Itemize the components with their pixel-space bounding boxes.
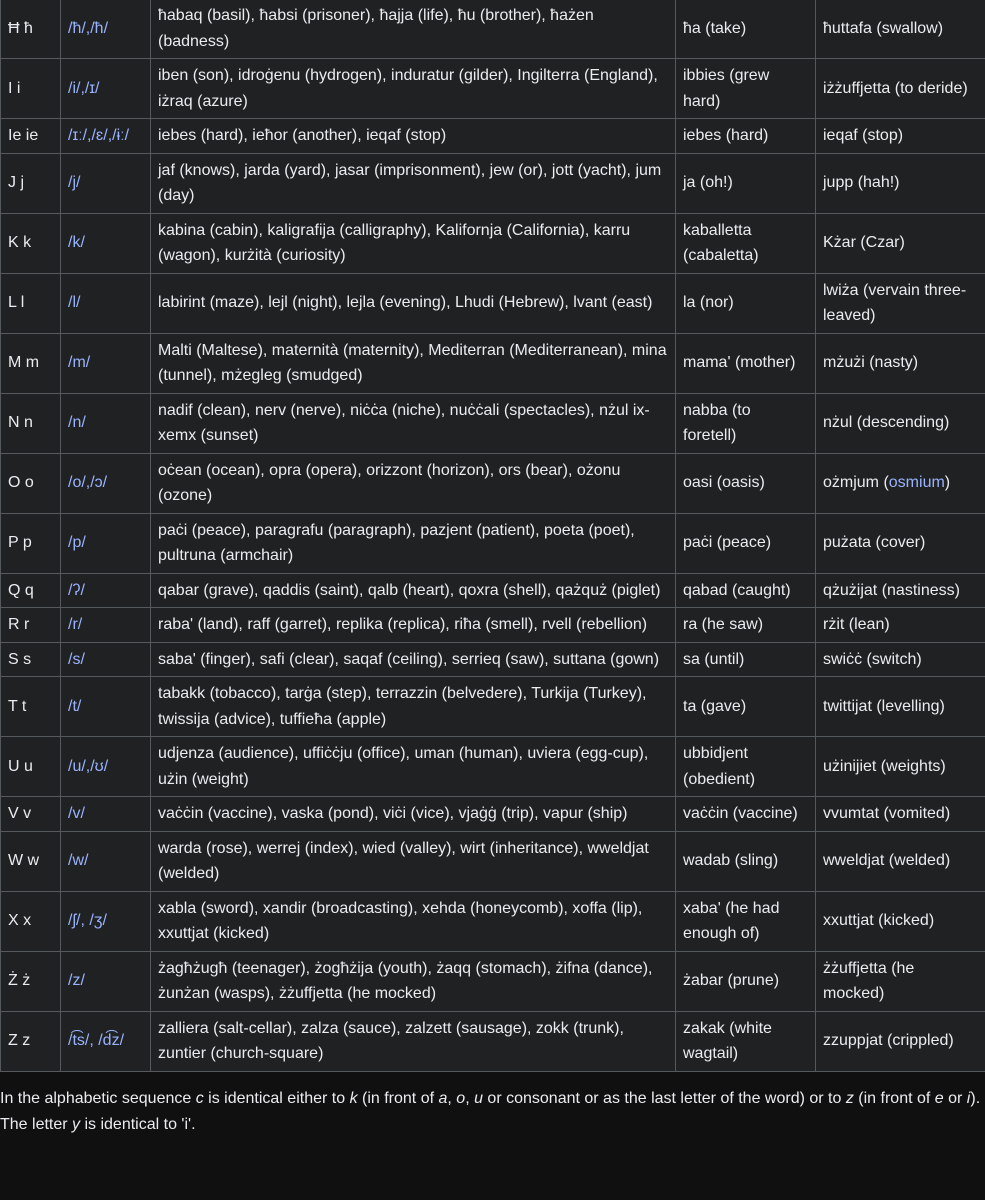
letter-cell: T t (1, 677, 61, 737)
final-example-cell: xxuttjat (kicked) (816, 891, 985, 951)
note-letter-u: u (474, 1089, 483, 1107)
letter-cell: Z z (1, 1011, 61, 1071)
table-row (1, 59, 985, 119)
ipa-link[interactable]: /ħ/,/ħ/ (68, 19, 109, 37)
ipa-link[interactable]: /t/ (68, 697, 82, 715)
ipa-link[interactable]: /z/ (68, 972, 85, 990)
final-example-cell: ħuttafa (swallow) (816, 0, 985, 59)
table-row (1, 608, 985, 643)
ipa-cell[interactable] (61, 677, 151, 737)
table-row (1, 951, 985, 1011)
ipa-cell[interactable] (61, 119, 151, 154)
note-letter-y: y (72, 1115, 81, 1133)
initial-example-cell: paċi (peace) (676, 513, 816, 573)
ipa-link[interactable]: /j/ (68, 174, 81, 192)
ipa-cell[interactable] (61, 513, 151, 573)
note-text: or (943, 1089, 967, 1107)
final-example-cell: vvumtat (vomited) (816, 797, 985, 832)
initial-example-cell: kaballetta (cabaletta) (676, 213, 816, 273)
ipa-cell[interactable] (61, 59, 151, 119)
ipa-cell[interactable] (61, 0, 151, 59)
table-row (1, 393, 985, 453)
final-example-cell: lwiża (vervain three-leaved) (816, 273, 985, 333)
ipa-cell[interactable] (61, 797, 151, 832)
ipa-link[interactable]: /ɪː/,/ɛ/,/ɨː/ (68, 127, 130, 144)
table-row (1, 119, 985, 154)
initial-example-cell: ta (gave) (676, 677, 816, 737)
ipa-cell[interactable] (61, 333, 151, 393)
note-letter-a: a (438, 1089, 448, 1107)
note-text: or consonant or as the last letter of the word) or to (482, 1089, 846, 1107)
initial-example-cell: la (nor) (676, 273, 816, 333)
initial-example-cell: vaċċin (vaccine) (676, 797, 816, 832)
letter-cell: Ie ie (1, 119, 61, 154)
ipa-link[interactable]: /l/ (68, 294, 81, 312)
initial-example-cell: żabar (prune) (676, 951, 816, 1011)
initial-example-cell: ubbidjent (obedient) (676, 737, 816, 797)
initial-example-cell: mama' (mother) (676, 333, 816, 393)
final-example-cell (816, 453, 985, 513)
table-row (1, 213, 985, 273)
ipa-cell[interactable] (61, 891, 151, 951)
alphabet-note (0, 1072, 985, 1138)
note-text: (in front of (853, 1089, 935, 1107)
initial-example-cell: wadab (sling) (676, 831, 816, 891)
ipa-cell[interactable] (61, 951, 151, 1011)
final-example-cell: ieqaf (stop) (816, 119, 985, 154)
alphabet-table-body (1, 0, 985, 1071)
table-row (1, 153, 985, 213)
examples-cell: paċi (peace), paragrafu (paragraph), pazjent (patient), poeta (poet), pultruna (armchair) (151, 513, 676, 573)
initial-example-cell: nabba (to foretell) (676, 393, 816, 453)
letter-cell: U u (1, 737, 61, 797)
examples-cell: oċean (ocean), opra (opera), orizzont (horizon), ors (bear), ożonu (ozone) (151, 453, 676, 513)
examples-cell: warda (rose), werrej (index), wied (valley), wirt (inheritance), wweldjat (welded) (151, 831, 676, 891)
letter-cell: N n (1, 393, 61, 453)
examples-cell: żagħżugħ (teenager), żogħżija (youth), żaqq (stomach), żifna (dance), żunżan (wasps), żżuffjetta (he mocked) (151, 951, 676, 1011)
note-text: In the alphabetic sequence (0, 1089, 196, 1107)
note-letter-c: c (195, 1089, 204, 1107)
ipa-cell[interactable] (61, 1011, 151, 1071)
ipa-cell[interactable] (61, 737, 151, 797)
letter-cell: O o (1, 453, 61, 513)
final-example-cell: Kżar (Czar) (816, 213, 985, 273)
ipa-link[interactable]: /o/,/ɔ/ (68, 474, 108, 492)
ipa-cell[interactable] (61, 153, 151, 213)
letter-cell: K k (1, 213, 61, 273)
initial-example-cell: ra (he saw) (676, 608, 816, 643)
examples-cell: saba' (finger), safi (clear), saqaf (ceiling), serrieq (saw), suttana (gown) (151, 642, 676, 677)
final-example-cell: żżuffjetta (he mocked) (816, 951, 985, 1011)
letter-cell: Q q (1, 573, 61, 608)
letter-cell: J j (1, 153, 61, 213)
letter-cell: Ħ ħ (1, 0, 61, 59)
letter-cell: I i (1, 59, 61, 119)
letter-cell: M m (1, 333, 61, 393)
examples-cell: iben (son), idroġenu (hydrogen), induratur (gilder), Ingilterra (England), iżraq (azure) (151, 59, 676, 119)
letter-cell: X x (1, 891, 61, 951)
table-row (1, 677, 985, 737)
ipa-link[interactable]: /p/ (68, 534, 86, 552)
table-row (1, 831, 985, 891)
ipa-cell[interactable] (61, 393, 151, 453)
initial-example-cell: oasi (oasis) (676, 453, 816, 513)
initial-example-cell: xaba' (he had enough of) (676, 891, 816, 951)
final-example-cell: rżit (lean) (816, 608, 985, 643)
table-row (1, 1011, 985, 1071)
ipa-cell[interactable] (61, 831, 151, 891)
ipa-cell[interactable] (61, 573, 151, 608)
note-text: , (465, 1089, 475, 1107)
final-example-cell: qżużijat (nastiness) (816, 573, 985, 608)
final-example-cell: twittijat (levelling) (816, 677, 985, 737)
ipa-cell[interactable] (61, 213, 151, 273)
letter-cell: W w (1, 831, 61, 891)
examples-cell: xabla (sword), xandir (broadcasting), xehda (honeycomb), xoffa (lip), xxuttjat (kicked) (151, 891, 676, 951)
note-text: is identical to 'i'. (80, 1115, 196, 1133)
table-row (1, 737, 985, 797)
letter-cell: P p (1, 513, 61, 573)
initial-example-cell: zakak (white wagtail) (676, 1011, 816, 1071)
examples-cell: iebes (hard), ieħor (another), ieqaf (stop) (151, 119, 676, 154)
examples-cell: raba' (land), raff (garret), replika (replica), riħa (smell), rvell (rebellion) (151, 608, 676, 643)
examples-cell: jaf (knows), jarda (yard), jasar (imprisonment), jew (or), jott (yacht), jum (day) (151, 153, 676, 213)
final-text: ) (944, 474, 951, 492)
initial-example-cell: sa (until) (676, 642, 816, 677)
final-example-cell: iżżuffjetta (to deride) (816, 59, 985, 119)
examples-cell: ħabaq (basil), ħabsi (prisoner), ħajja (life), ħu (brother), ħażen (badness) (151, 0, 676, 59)
ipa-link[interactable]: /i/,/ɪ/ (68, 79, 100, 97)
table-row (1, 797, 985, 832)
table-row (1, 333, 985, 393)
final-example-cell: nżul (descending) (816, 393, 985, 453)
ipa-link[interactable]: /n/ (68, 414, 86, 432)
final-example-cell: jupp (hah!) (816, 153, 985, 213)
ipa-cell[interactable] (61, 273, 151, 333)
final-text: ożmjum ( (823, 474, 889, 492)
note-letter-i: i (966, 1089, 971, 1107)
ipa-link[interactable]: /v/ (68, 805, 85, 822)
note-letter-k: k (349, 1089, 358, 1107)
final-example-cell: wweldjat (welded) (816, 831, 985, 891)
letter-cell: R r (1, 608, 61, 643)
table-row (1, 273, 985, 333)
examples-cell: nadif (clean), nerv (nerve), niċċa (niche), nuċċali (spectacles), nżul ix-xemx (sunset) (151, 393, 676, 453)
ipa-link[interactable]: /m/ (68, 354, 91, 372)
ipa-link[interactable]: /ʔ/ (68, 581, 85, 599)
final-example-cell: mżużi (nasty) (816, 333, 985, 393)
final-example-cell: swiċċ (switch) (816, 642, 985, 677)
ipa-cell[interactable] (61, 453, 151, 513)
ipa-link[interactable]: /r/ (68, 616, 83, 633)
ipa-cell[interactable] (61, 642, 151, 677)
examples-cell: qabar (grave), qaddis (saint), qalb (heart), qoxra (shell), qażquż (piglet) (151, 573, 676, 608)
note-letter-o: o (456, 1089, 466, 1107)
initial-example-cell: ibbies (grew hard) (676, 59, 816, 119)
ipa-link[interactable]: /k/ (68, 234, 85, 252)
note-text: , (447, 1089, 457, 1107)
examples-cell: zalliera (salt-cellar), zalza (sauce), zalzett (sausage), zokk (trunk), zuntier (church-square) (151, 1011, 676, 1071)
final-example-cell: użinijiet (weights) (816, 737, 985, 797)
table-row (1, 513, 985, 573)
note-text: (in front of (357, 1089, 439, 1107)
examples-cell: vaċċin (vaccine), vaska (pond), viċi (vice), vjaġġ (trip), vapur (ship) (151, 797, 676, 832)
ipa-link[interactable]: /w/ (68, 852, 89, 870)
final-example-cell: zzuppjat (crippled) (816, 1011, 985, 1071)
table-row (1, 642, 985, 677)
letter-cell: V v (1, 797, 61, 832)
note-letter-e: e (934, 1089, 944, 1107)
examples-cell: kabina (cabin), kaligrafija (calligraphy), Kalifornja (California), karru (wagon), kurżità (curiosity) (151, 213, 676, 273)
initial-example-cell: ja (oh!) (676, 153, 816, 213)
note-text: ). The letter (0, 1089, 981, 1133)
table-row (1, 0, 985, 59)
ipa-link[interactable]: /t͡s/, /d͡z/ (68, 1032, 125, 1050)
table-row (1, 453, 985, 513)
note-text: is identical either to (203, 1089, 350, 1107)
osmium-link[interactable]: osmium (888, 474, 945, 492)
examples-cell: Malti (Maltese), maternità (maternity), Mediterran (Mediterranean), mina (tunnel), mżegleg (smudged) (151, 333, 676, 393)
note-letter-z: z (845, 1089, 854, 1107)
ipa-link[interactable]: /s/ (68, 650, 85, 668)
table-row (1, 573, 985, 608)
initial-example-cell: qabad (caught) (676, 573, 816, 608)
initial-example-cell: iebes (hard) (676, 119, 816, 154)
ipa-cell[interactable] (61, 608, 151, 643)
letter-cell: S s (1, 642, 61, 677)
examples-cell: tabakk (tobacco), tarġa (step), terrazzin (belvedere), Turkija (Turkey), twissija (advice), tuffieħa (apple) (151, 677, 676, 737)
letter-cell: L l (1, 273, 61, 333)
examples-cell: udjenza (audience), uffiċċju (office), uman (human), uviera (egg-cup), użin (weight) (151, 737, 676, 797)
initial-example-cell: ħa (take) (676, 0, 816, 59)
table-row (1, 891, 985, 951)
letter-cell: Ż ż (1, 951, 61, 1011)
ipa-link[interactable]: /u/,/ʊ/ (68, 757, 109, 775)
examples-cell: labirint (maze), lejl (night), lejla (evening), Lhudi (Hebrew), lvant (east) (151, 273, 676, 333)
ipa-link[interactable]: /ʃ/, /ʒ/ (68, 912, 107, 930)
final-example-cell: pużata (cover) (816, 513, 985, 573)
